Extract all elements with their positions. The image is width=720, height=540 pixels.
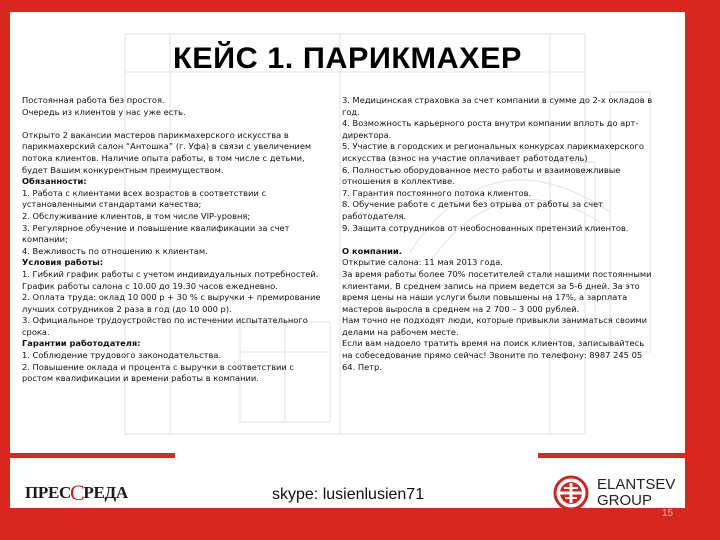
red-divider-left: [10, 453, 175, 458]
vacancy-text: Открыто 2 вакансии мастеров парикмахерского искусства в парикмахерский салон “Антошка” (г. Уфа) в связи с увеличением потока клиентов. Наличие опыта работы, в том числе с детьми, будет Вашим конкурентным преимуществом.: [22, 129, 312, 175]
press-sreda-logo: ПРЕССРЕДА: [25, 480, 128, 505]
duty-item: 4. Вежливость по отношению к клиентам.: [22, 245, 208, 256]
page-number: 15: [662, 508, 674, 519]
duties-heading: Обязанности:: [22, 176, 87, 187]
duty-item: 3. Регулярное обучение и повышение квалификации за счет компании;: [22, 222, 290, 245]
elantsev-line2: GROUP: [597, 492, 653, 508]
guarantee-item: 2. Повышение оклада и процента с выручки в соответствии с ростом квалификации и времени работы в компании.: [22, 361, 294, 384]
guarantee-item: 4. Возможность карьерного роста внутри компании вплоть до арт-директора.: [342, 118, 639, 140]
guarantee-item: 1. Соблюдение трудового законодательства.: [22, 350, 222, 361]
left-column: [22, 95, 322, 385]
press-sreda-c-mark: С: [70, 480, 85, 505]
guarantee-item: 5. Участие в городских и региональных конкурсах парикмахерского искусства (взнос на участие оплачивает работодатель): [342, 141, 644, 163]
company-text: Открытие салона: 11 мая 2013 года.: [342, 257, 503, 268]
duty-item: 2. Обслуживание клиентов, в том числе VIP-уровня;: [22, 210, 251, 221]
duty-item: 1. Работа с клиентами всех возрастов в соответствии с установленными стандартами качества;: [22, 187, 267, 210]
company-text: Если вам надоело тратить время на поиск клиентов, записывайтесь на собеседование прямо сейчас! Звоните по телефону: 8987 245 05 64. Петр.: [342, 338, 645, 372]
slide: [10, 12, 685, 508]
guarantees-heading: Гарантии работодателя:: [22, 338, 141, 349]
guarantee-item: 6. Полностью оборудованное место работы и взаимовежливые отношения в коллективе.: [342, 164, 621, 187]
company-text: Нам точно не подходят люди, которые привыкли заниматься своими делами на рабочем месте.: [342, 315, 648, 337]
condition-item: 2. Оплата труда: оклад 10 000 р + 30 % с выручки + премирование лучших сотрудников 2 раза в год (до 10 000 р).: [22, 292, 321, 314]
conditions-heading: Условия работы:: [22, 257, 104, 268]
right-column: [342, 95, 654, 373]
skype-contact: skype: lusienlusien71: [272, 486, 425, 503]
condition-item: 3. Официальное трудоустройство по истечении испытательного срока.: [22, 315, 308, 337]
company-text: За время работы более 70% посетителей стали нашими постоянными клиентами. В среднем запись на прием ведется за 5-6 дней. За это время цены на наши услуги были повышены на 17%, а зарплата мастеров выросла в среднем на 2 700 – 3 000 рублей.: [342, 268, 652, 314]
elantsev-line1: ELANTSEV: [597, 476, 676, 493]
elantsev-group-logo: [553, 475, 675, 508]
guarantee-item: 9. Защита сотрудников от необоснованных претензий клиентов.: [342, 222, 629, 233]
slide-title: КЕЙС 1. ПАРИКМАХЕР: [173, 42, 522, 75]
red-divider-right: [538, 453, 685, 458]
guarantee-item: 3. Медицинская страховка за счет компании в сумме до 2-х окладов в год.: [342, 95, 653, 117]
elantsev-emblem-icon: [553, 475, 589, 508]
condition-item: 1. Гибкий график работы с учетом индивидуальных потребностей. График работы салона с 10.00 до 19.30 часов ежедневно.: [22, 268, 319, 291]
intro-line: Очередь из клиентов у нас уже есть.: [22, 106, 186, 117]
company-heading: О компании.: [342, 245, 402, 256]
intro-line: Постоянная работа без простоя.: [22, 95, 165, 105]
guarantee-item: 7. Гарантия постоянного потока клиентов.: [342, 187, 532, 198]
guarantee-item: 8. Обучение работе с детьми без отрыва от работы за счет работодателя.: [342, 199, 604, 221]
